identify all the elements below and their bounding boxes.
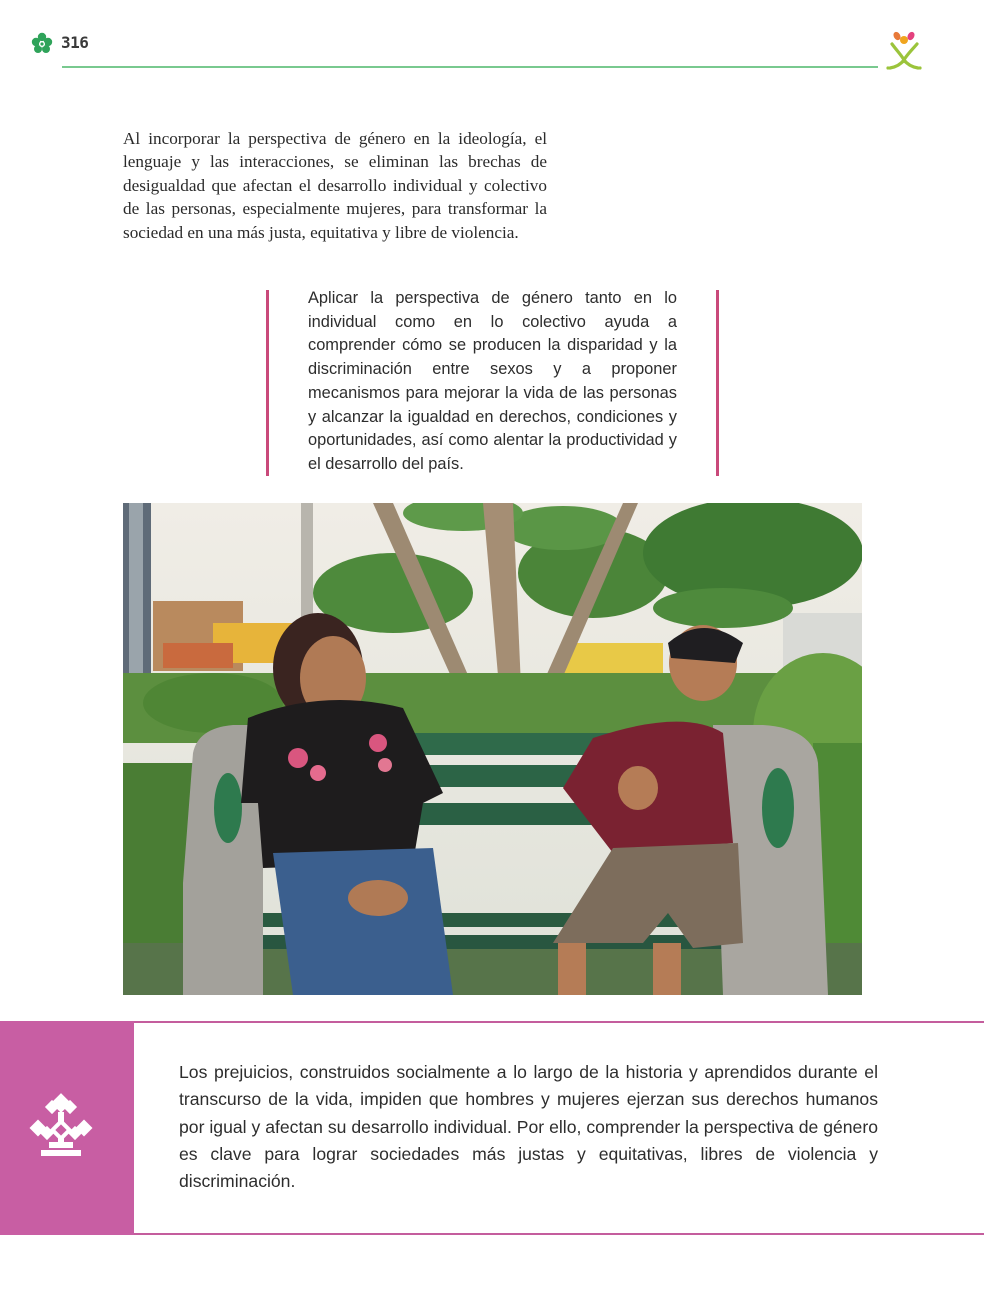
intro-paragraph: Al incorporar la perspectiva de género en la ideología, el lenguaje y las interacciones, se eliminan las brechas de desigualdad que afectan el desarrollo individual y colectivo de las personas, especialmente mujeres, para transformar la sociedad en una más justa, equitativa y libre de violencia.: [123, 129, 547, 242]
embroidery-flower-icon: [27, 1092, 95, 1160]
page-number: 316: [61, 33, 89, 52]
note-top-rule: [0, 1021, 984, 1023]
park-bench-photo: [123, 503, 862, 995]
callout-left-bar: [266, 290, 269, 476]
green-flower-icon: [30, 31, 54, 55]
header-rule: [62, 66, 878, 68]
note-bottom-rule: [134, 1233, 984, 1235]
note-text: Los prejuicios, construidos socialmente a lo largo de la historia y aprendidos durante el transcurso de la vida, impiden que hombres y mujeres ejerzan sus derechos humanos por igual y afectan su desarrollo individual. Por ello, comprender la perspectiva de género es clave para lograr sociedades más justas y equitativas, libres de violencia y discriminación.: [179, 1062, 878, 1192]
callout-text: Aplicar la perspectiva de género tanto en lo individual como en lo colectivo ayuda a comprender cómo se producen la disparidad y la discriminación entre sexos y a proponer mecanismos para mejorar la vida de las personas y alcanzar la igualdad en derechos, condiciones y oportunidades, así como alentar la productividad y el desarrollo del país.: [308, 289, 677, 473]
person-sprout-emblem-icon: [884, 30, 924, 72]
callout-right-bar: [716, 290, 719, 476]
